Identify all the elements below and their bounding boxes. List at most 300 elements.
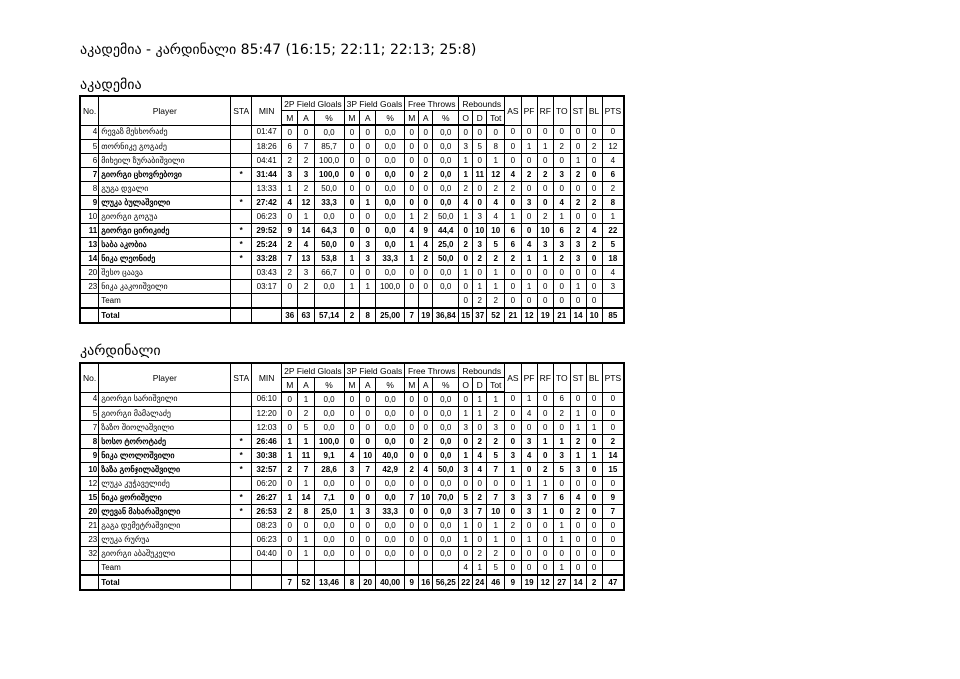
cell-mft: 0 (405, 519, 419, 533)
subheader-m: M (344, 111, 360, 126)
cell-m3: 3 (344, 463, 360, 477)
table-row (80, 168, 624, 182)
cell-m2: 0 (282, 407, 298, 421)
cell-min: 18:26 (252, 140, 282, 154)
cell-pft: 0,0 (433, 449, 459, 463)
cell-a3: 0 (360, 182, 376, 196)
cell-tot: 5 (487, 449, 505, 463)
cell-player: ზაზო შიოლაშვილი (99, 421, 231, 435)
cell-mft: 0 (405, 477, 419, 491)
cell-mft: 0 (405, 125, 419, 140)
cell-player: მიხეილ ზურაბიშვილი (99, 154, 231, 168)
cell-aft: 0 (419, 449, 433, 463)
cell-pft: 0,0 (433, 435, 459, 449)
cell-aft (419, 294, 433, 309)
cell-pf: 1 (521, 280, 537, 294)
cell-p2: 50,0 (314, 238, 344, 252)
cell-p3: 0,0 (376, 533, 405, 547)
cell-pft: 0,0 (433, 421, 459, 435)
cell-aft: 0 (419, 182, 433, 196)
cell-m2: 2 (282, 266, 298, 280)
cell-as: 0 (505, 280, 521, 294)
cell-d: 0 (473, 533, 487, 547)
cell-player: გაგა დემეტრაშვილი (99, 519, 231, 533)
cell-mft: 0 (405, 168, 419, 182)
cell-d: 1 (473, 561, 487, 576)
cell-m2: 1 (282, 435, 298, 449)
cell-o: 1 (459, 266, 473, 280)
cell-tot: 1 (487, 154, 505, 168)
cell-rf: 1 (537, 140, 553, 154)
cell-d: 2 (473, 252, 487, 266)
cell-m3: 0 (344, 407, 360, 421)
cell-d: 1 (473, 407, 487, 421)
cell-as: 0 (505, 392, 521, 407)
cell-p2: 9,1 (314, 449, 344, 463)
cell-player: გუგა დვალი (99, 182, 231, 196)
cell-rf: 0 (537, 407, 553, 421)
cell-a2: 1 (298, 435, 314, 449)
cell-bl: 1 (586, 421, 602, 435)
table-row (80, 266, 624, 280)
cell-to: 6 (553, 224, 570, 238)
header-fg2: 2P Field Gloals (282, 96, 344, 111)
cell-as: 0 (505, 477, 521, 491)
cell-a3: 0 (360, 519, 376, 533)
cell-pft: 0,0 (433, 125, 459, 140)
cell-a2: 4 (298, 238, 314, 252)
cell-no: 5 (80, 407, 99, 421)
cell-a3 (360, 294, 376, 309)
cell-to: 0 (553, 266, 570, 280)
cell-as: 0 (505, 266, 521, 280)
cell-mft: 0 (405, 266, 419, 280)
cell-p2: 53,8 (314, 252, 344, 266)
cell-p2 (314, 294, 344, 309)
cell-no: 9 (80, 449, 99, 463)
cell-d: 2 (473, 547, 487, 561)
subheader-m: M (282, 111, 298, 126)
cell-o: 3 (459, 505, 473, 519)
cell-st: 2 (570, 224, 586, 238)
subheader-m: M (282, 378, 298, 393)
cell-player: Total (99, 308, 231, 323)
cell-m3: 0 (344, 238, 360, 252)
cell-pf: 1 (521, 533, 537, 547)
cell-o: 0 (459, 280, 473, 294)
table-row (80, 561, 624, 576)
cell-tot: 1 (487, 266, 505, 280)
cell-a3: 0 (360, 533, 376, 547)
cell-o: 1 (459, 519, 473, 533)
cell-m3: 0 (344, 477, 360, 491)
cell-a3: 3 (360, 505, 376, 519)
header-sta: STA (231, 96, 252, 125)
table-row (80, 182, 624, 196)
subheader-pct: % (376, 111, 405, 126)
cell-player: ლუკა კუჭაველიძე (99, 477, 231, 491)
cell-pts: 0 (602, 407, 624, 421)
cell-as: 0 (505, 196, 521, 210)
cell-no: 15 (80, 491, 99, 505)
cell-pft: 50,0 (433, 252, 459, 266)
cell-sta (231, 125, 252, 140)
cell-tot: 7 (487, 463, 505, 477)
cell-player: გიორგი ცირიკიძე (99, 224, 231, 238)
cell-sta (231, 519, 252, 533)
cell-min: 01:47 (252, 125, 282, 140)
cell-pf: 1 (521, 392, 537, 407)
cell-a3: 0 (360, 168, 376, 182)
cell-pts: 0 (602, 547, 624, 561)
cell-m3: 0 (344, 154, 360, 168)
cell-no: 8 (80, 435, 99, 449)
cell-m3: 0 (344, 168, 360, 182)
cell-rf: 0 (537, 125, 553, 140)
cell-aft: 0 (419, 392, 433, 407)
cell-st: 0 (570, 140, 586, 154)
cell-m3: 0 (344, 519, 360, 533)
cell-d: 0 (473, 266, 487, 280)
cell-aft: 4 (419, 463, 433, 477)
cell-m3: 1 (344, 505, 360, 519)
cell-rf: 0 (537, 294, 553, 309)
cell-p2: 100,0 (314, 168, 344, 182)
cell-player: ზაზა გონჯილაშვილი (99, 463, 231, 477)
cell-rf: 2 (537, 210, 553, 224)
cell-player: Total (99, 575, 231, 590)
cell-tot: 2 (487, 294, 505, 309)
cell-aft: 2 (419, 435, 433, 449)
cell-mft: 0 (405, 547, 419, 561)
cell-sta (231, 182, 252, 196)
cell-min: 26:46 (252, 435, 282, 449)
cell-pft: 0,0 (433, 519, 459, 533)
cell-pts (602, 561, 624, 576)
cell-player: გიორგი სარიშვილი (99, 392, 231, 407)
cell-o: 3 (459, 463, 473, 477)
cell-a3: 0 (360, 140, 376, 154)
cell-bl: 4 (586, 224, 602, 238)
cell-tot: 1 (487, 519, 505, 533)
team-name-away: კარდინალი (80, 343, 161, 359)
cell-o: 0 (459, 547, 473, 561)
cell-d: 2 (473, 491, 487, 505)
table-row (80, 392, 624, 407)
cell-m3: 8 (344, 575, 360, 590)
cell-min: 12:03 (252, 421, 282, 435)
cell-a3: 1 (360, 196, 376, 210)
subheader-pct: % (314, 111, 344, 126)
cell-tot: 0 (487, 125, 505, 140)
cell-pft: 0,0 (433, 154, 459, 168)
cell-min (252, 308, 282, 323)
cell-to: 1 (553, 519, 570, 533)
table-row (80, 547, 624, 561)
cell-mft: 1 (405, 252, 419, 266)
cell-no: 32 (80, 547, 99, 561)
cell-m2: 0 (282, 210, 298, 224)
cell-pft: 50,0 (433, 463, 459, 477)
cell-p2: 0,0 (314, 280, 344, 294)
cell-min: 27:42 (252, 196, 282, 210)
cell-p3: 0,0 (376, 210, 405, 224)
cell-a2: 2 (298, 154, 314, 168)
cell-p3: 0,0 (376, 182, 405, 196)
cell-p2: 33,3 (314, 196, 344, 210)
cell-no: 14 (80, 252, 99, 266)
cell-sta: * (231, 168, 252, 182)
cell-p3: 40,0 (376, 449, 405, 463)
cell-a3: 0 (360, 435, 376, 449)
cell-pft: 0,0 (433, 392, 459, 407)
cell-aft: 0 (419, 125, 433, 140)
cell-tot: 2 (487, 182, 505, 196)
cell-mft: 7 (405, 491, 419, 505)
cell-d: 2 (473, 435, 487, 449)
cell-rf: 0 (537, 266, 553, 280)
cell-p2: 25,0 (314, 505, 344, 519)
cell-tot: 3 (487, 421, 505, 435)
cell-p3: 0,0 (376, 477, 405, 491)
cell-sta (231, 154, 252, 168)
cell-min: 06:23 (252, 210, 282, 224)
cell-no: 11 (80, 224, 99, 238)
cell-d: 1 (473, 392, 487, 407)
cell-pft: 0,0 (433, 140, 459, 154)
cell-p2: 0,0 (314, 421, 344, 435)
cell-aft: 10 (419, 491, 433, 505)
cell-pts: 8 (602, 196, 624, 210)
cell-bl: 0 (586, 491, 602, 505)
cell-p3: 0,0 (376, 519, 405, 533)
cell-bl: 2 (586, 575, 602, 590)
cell-as: 6 (505, 238, 521, 252)
cell-aft: 0 (419, 154, 433, 168)
cell-p3: 33,3 (376, 505, 405, 519)
cell-bl: 2 (586, 196, 602, 210)
cell-p3: 0,0 (376, 140, 405, 154)
cell-bl: 0 (586, 168, 602, 182)
cell-no: 23 (80, 280, 99, 294)
cell-sta: * (231, 491, 252, 505)
table-row (80, 477, 624, 491)
cell-pf: 3 (521, 491, 537, 505)
cell-bl: 0 (586, 294, 602, 309)
cell-o: 0 (459, 435, 473, 449)
cell-tot: 4 (487, 210, 505, 224)
cell-rf: 0 (537, 547, 553, 561)
cell-p3: 25,00 (376, 308, 405, 323)
cell-sta: * (231, 505, 252, 519)
cell-m3: 0 (344, 547, 360, 561)
cell-o: 2 (459, 182, 473, 196)
cell-tot: 2 (487, 547, 505, 561)
cell-m3: 2 (344, 308, 360, 323)
cell-a2: 11 (298, 449, 314, 463)
cell-st: 1 (570, 449, 586, 463)
cell-no: 13 (80, 238, 99, 252)
cell-to: 0 (553, 125, 570, 140)
table-row (80, 280, 624, 294)
cell-as: 0 (505, 561, 521, 576)
cell-o: 22 (459, 575, 473, 590)
cell-tot: 1 (487, 280, 505, 294)
cell-as: 0 (505, 533, 521, 547)
header-pf: PF (521, 96, 537, 125)
cell-rf: 2 (537, 463, 553, 477)
cell-o: 0 (459, 224, 473, 238)
header-bl: BL (586, 96, 602, 125)
cell-bl: 0 (586, 519, 602, 533)
cell-rf: 0 (537, 421, 553, 435)
cell-p2: 0,0 (314, 407, 344, 421)
cell-tot: 5 (487, 561, 505, 576)
header-st: ST (570, 96, 586, 125)
cell-o: 4 (459, 561, 473, 576)
cell-as: 9 (505, 575, 521, 590)
cell-sta: * (231, 252, 252, 266)
table-row (80, 210, 624, 224)
cell-pts: 0 (602, 477, 624, 491)
cell-st: 0 (570, 547, 586, 561)
cell-p3: 40,00 (376, 575, 405, 590)
cell-pf: 0 (521, 519, 537, 533)
cell-p2: 0,0 (314, 477, 344, 491)
cell-aft: 2 (419, 210, 433, 224)
cell-min: 29:52 (252, 224, 282, 238)
cell-st: 1 (570, 154, 586, 168)
header-no: No. (80, 363, 99, 392)
cell-p2: 100,0 (314, 435, 344, 449)
cell-aft: 4 (419, 238, 433, 252)
cell-as: 3 (505, 491, 521, 505)
cell-as: 2 (505, 252, 521, 266)
cell-bl: 1 (586, 449, 602, 463)
header-reb: Rebounds (459, 96, 505, 111)
cell-player: სოსო ტოროტაძე (99, 435, 231, 449)
cell-aft: 2 (419, 168, 433, 182)
cell-min: 25:24 (252, 238, 282, 252)
cell-as: 0 (505, 421, 521, 435)
cell-player: ლუკა რურუა (99, 533, 231, 547)
cell-st: 3 (570, 238, 586, 252)
cell-a2: 13 (298, 252, 314, 266)
game-title: აკადემია - კარდინალი 85:47 (16:15; 22:11; 22:13; 25:8) (80, 42, 477, 58)
table-row (80, 125, 624, 140)
cell-p2: 85,7 (314, 140, 344, 154)
cell-to: 0 (553, 421, 570, 435)
cell-st: 3 (570, 252, 586, 266)
cell-bl: 0 (586, 182, 602, 196)
cell-p2: 50,0 (314, 182, 344, 196)
cell-min: 12:20 (252, 407, 282, 421)
cell-tot: 1 (487, 392, 505, 407)
total-row (80, 575, 624, 590)
cell-st: 3 (570, 463, 586, 477)
cell-pf: 4 (521, 238, 537, 252)
cell-rf: 0 (537, 154, 553, 168)
cell-p2: 13,46 (314, 575, 344, 590)
cell-d: 0 (473, 182, 487, 196)
cell-m3 (344, 294, 360, 309)
cell-min: 32:57 (252, 463, 282, 477)
cell-pf: 0 (521, 154, 537, 168)
cell-min: 04:41 (252, 154, 282, 168)
cell-p3: 100,0 (376, 280, 405, 294)
cell-no (80, 308, 99, 323)
cell-d: 0 (473, 519, 487, 533)
cell-no: 6 (80, 154, 99, 168)
cell-a2: 2 (298, 407, 314, 421)
header-as: AS (505, 96, 521, 125)
cell-as: 0 (505, 125, 521, 140)
cell-a2: 63 (298, 308, 314, 323)
cell-p3: 0,0 (376, 168, 405, 182)
cell-p2: 0,0 (314, 392, 344, 407)
cell-as: 2 (505, 519, 521, 533)
cell-pts: 9 (602, 491, 624, 505)
cell-d: 0 (473, 196, 487, 210)
cell-mft: 4 (405, 224, 419, 238)
cell-aft: 0 (419, 421, 433, 435)
cell-a3: 0 (360, 125, 376, 140)
cell-pts: 22 (602, 224, 624, 238)
cell-bl: 0 (586, 435, 602, 449)
cell-o: 15 (459, 308, 473, 323)
cell-pf: 1 (521, 477, 537, 491)
cell-no: 12 (80, 477, 99, 491)
header-player: Player (99, 96, 231, 125)
cell-pf: 4 (521, 407, 537, 421)
cell-o: 1 (459, 210, 473, 224)
cell-min: 06:10 (252, 392, 282, 407)
cell-rf: 1 (537, 477, 553, 491)
cell-player: ნიკა კაკოიშვილი (99, 280, 231, 294)
cell-pft: 56,25 (433, 575, 459, 590)
subheader-a: A (298, 111, 314, 126)
cell-p2 (314, 561, 344, 576)
cell-pft: 0,0 (433, 266, 459, 280)
cell-p2: 28,6 (314, 463, 344, 477)
cell-o: 0 (459, 294, 473, 309)
cell-sta (231, 308, 252, 323)
cell-to: 6 (553, 392, 570, 407)
cell-pf: 0 (521, 266, 537, 280)
subheader-m: M (405, 378, 419, 393)
cell-a3: 3 (360, 252, 376, 266)
cell-rf: 0 (537, 182, 553, 196)
cell-tot: 52 (487, 308, 505, 323)
cell-a2: 14 (298, 491, 314, 505)
cell-player: გიორგი მამალაძე (99, 407, 231, 421)
header-rf: RF (537, 363, 553, 392)
cell-p2: 0,0 (314, 533, 344, 547)
cell-pts: 5 (602, 238, 624, 252)
cell-as: 21 (505, 308, 521, 323)
cell-as: 0 (505, 547, 521, 561)
cell-st: 14 (570, 308, 586, 323)
cell-pts: 3 (602, 280, 624, 294)
cell-min: 08:23 (252, 519, 282, 533)
cell-a3: 3 (360, 238, 376, 252)
cell-p3: 42,9 (376, 463, 405, 477)
cell-to: 0 (553, 280, 570, 294)
subheader-a: A (419, 378, 433, 393)
cell-pts: 6 (602, 168, 624, 182)
cell-as: 4 (505, 168, 521, 182)
cell-pf: 0 (521, 294, 537, 309)
